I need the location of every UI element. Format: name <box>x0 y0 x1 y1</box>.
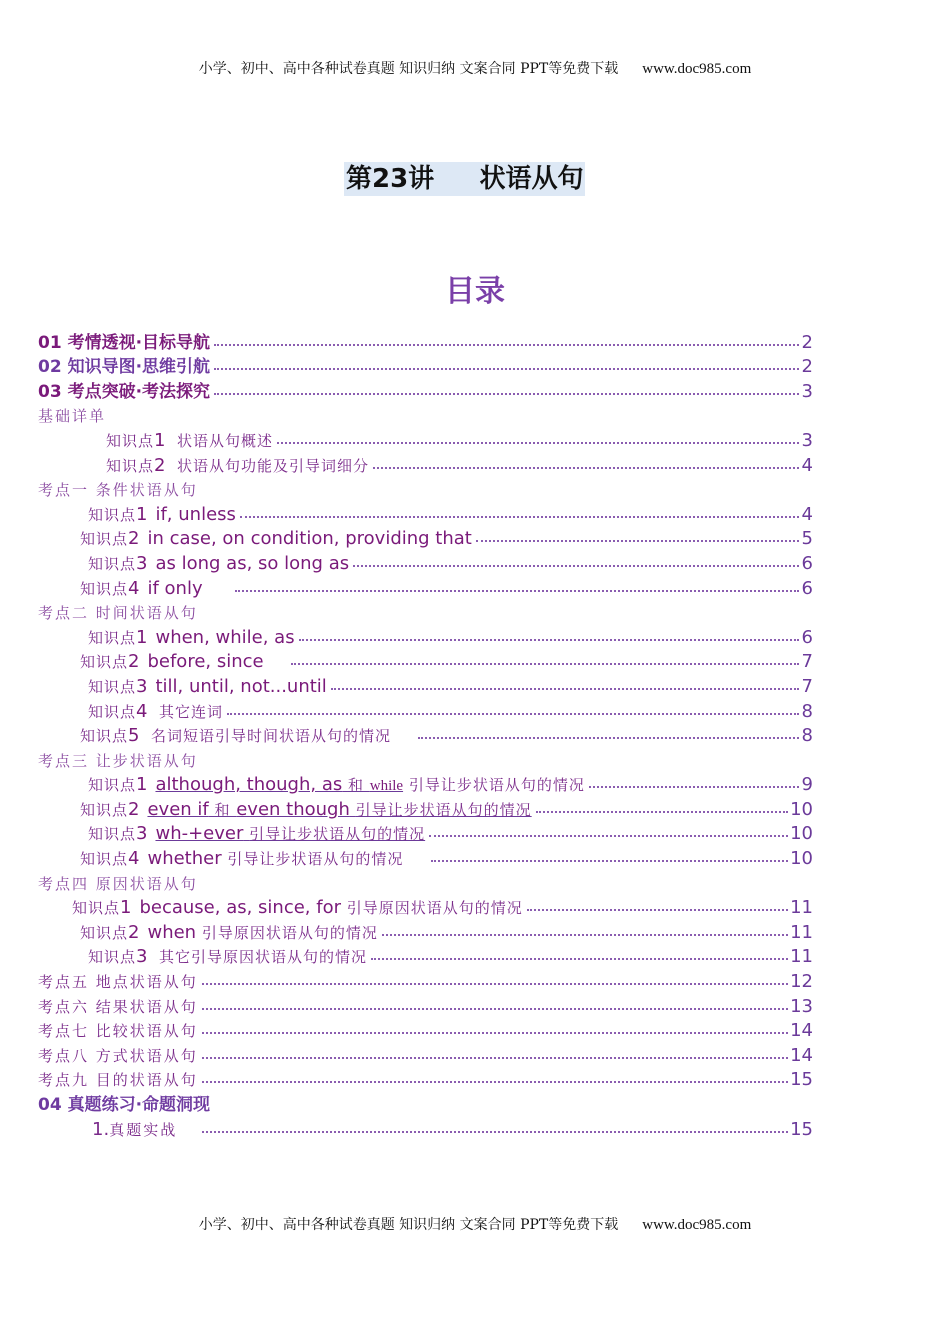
dot-leader <box>202 1057 788 1059</box>
item-prefix: 知识点 <box>106 431 155 450</box>
toc-topic-1-item-1[interactable] <box>38 500 813 525</box>
toc-page-number: 14 <box>790 1044 813 1066</box>
dot-leader <box>202 1008 788 1010</box>
toc-section-label: 04 真题练习·命题洞现 <box>38 1095 211 1115</box>
toc-topic-4-item-2[interactable] <box>38 918 813 943</box>
item-text: even if <box>147 798 209 820</box>
toc-page-number: 4 <box>801 503 813 525</box>
toc-page-number: 2 <box>801 356 813 378</box>
dot-leader <box>202 1081 788 1083</box>
dot-leader <box>382 934 788 936</box>
toc-topic-3-item-1[interactable] <box>38 771 813 796</box>
item-prefix: 知识点 <box>88 948 137 967</box>
item-prefix: 知识点 <box>72 899 121 918</box>
dot-leader <box>214 344 799 346</box>
item-text: wh-+ever <box>155 823 244 845</box>
dot-leader <box>227 713 799 715</box>
toc-page-number: 11 <box>790 946 813 968</box>
item-prefix: 知识点 <box>88 776 137 795</box>
item-text-zh: 引导原因状语从句的情况 <box>201 923 378 942</box>
banner-text: 小学、初中、高中各种试卷真题 知识归纳 文案合同 PPT等免费下载 <box>198 1217 619 1233</box>
item-text: if only <box>147 577 203 599</box>
toc-page-number: 12 <box>790 971 813 993</box>
item-text: when <box>147 921 197 943</box>
dot-leader <box>431 860 789 862</box>
dot-leader <box>235 590 799 592</box>
toc-topic-1-heading[interactable] <box>38 476 813 501</box>
toc-topic-2-heading[interactable] <box>38 599 813 624</box>
item-number: 5 <box>128 725 140 747</box>
toc-page-number: 6 <box>801 552 813 574</box>
item-text-zh: 引导让步状语从句的情况 <box>227 850 404 869</box>
item-text-zh: 引导让步状语从句的情况 <box>249 825 426 844</box>
item-number: 2 <box>128 528 140 550</box>
item-text-zh: 引导原因状语从句的情况 <box>346 899 523 918</box>
toc-heading: 目录 <box>445 274 505 309</box>
toc-page-number: 7 <box>801 651 813 673</box>
item-prefix: 知识点 <box>80 923 129 942</box>
header-banner <box>0 58 950 78</box>
item-number: 2 <box>128 921 140 943</box>
dot-leader <box>202 983 788 985</box>
item-prefix: 知识点 <box>88 677 137 696</box>
item-prefix: 知识点 <box>88 702 137 721</box>
item-number: 2 <box>128 798 140 820</box>
item-text: 状语从句概述 <box>177 431 274 450</box>
dot-leader <box>373 467 799 469</box>
toc-topic-4-item-3[interactable] <box>38 943 813 968</box>
toc-topic-3-item-4[interactable] <box>38 844 813 869</box>
item-text: 状语从句功能及引导词细分 <box>177 456 370 475</box>
dot-leader <box>418 737 799 739</box>
dot-leader <box>331 688 799 690</box>
dot-leader <box>291 663 799 665</box>
item-text: because, as, since, for <box>139 897 342 919</box>
item-number: 4 <box>128 577 140 599</box>
toc-practice-item-1[interactable] <box>38 1115 813 1140</box>
toc-page-number: 7 <box>801 675 813 697</box>
toc-basics-item-1[interactable] <box>38 426 813 451</box>
item-number: 4 <box>136 700 148 722</box>
toc-topic-3-item-2[interactable] <box>38 795 813 820</box>
dot-leader <box>429 835 788 837</box>
toc-topic-2-item-1[interactable] <box>38 623 813 648</box>
item-prefix: 知识点 <box>80 850 129 869</box>
table-of-contents <box>38 328 813 1140</box>
item-text: although, though, as <box>155 774 343 796</box>
toc-group-label: 考点七 比较状语从句 <box>38 1022 198 1041</box>
toc-topic-8[interactable] <box>38 1041 813 1066</box>
dot-leader <box>536 811 788 813</box>
item-prefix: 知识点 <box>88 505 137 524</box>
toc-section-label: 02 知识导图·思维引航 <box>38 357 211 378</box>
item-prefix: 知识点 <box>80 653 129 672</box>
item-number: 4 <box>128 848 140 870</box>
item-prefix: 知识点 <box>88 628 137 647</box>
item-prefix: 知识点 <box>88 554 137 573</box>
toc-page-number: 3 <box>801 429 813 451</box>
document-title: 第23讲 状语从句 <box>346 164 584 194</box>
dot-leader <box>240 516 799 518</box>
toc-page-number: 2 <box>801 331 813 353</box>
dot-leader <box>202 1032 788 1034</box>
item-text: 真题实战 <box>109 1120 178 1139</box>
item-number: 3 <box>136 823 148 845</box>
item-number: 1 <box>120 897 132 919</box>
toc-topic-1-item-3[interactable] <box>38 549 813 574</box>
item-number: 3 <box>136 946 148 968</box>
toc-topic-4-heading[interactable] <box>38 869 813 894</box>
dot-leader <box>277 442 799 444</box>
toc-group-label: 考点四 原因状语从句 <box>38 874 198 893</box>
item-number: 1 <box>136 503 148 525</box>
item-text-2: while <box>369 778 404 795</box>
item-text: before, since <box>147 651 264 673</box>
item-text: when, while, as <box>155 626 295 648</box>
dot-leader <box>214 393 799 395</box>
item-text-and: 和 <box>214 800 231 819</box>
toc-section-03[interactable] <box>38 377 813 402</box>
toc-section-02[interactable] <box>38 353 813 378</box>
item-number: 2 <box>154 454 166 476</box>
item-prefix: 知识点 <box>80 579 129 598</box>
toc-page-number: 5 <box>801 528 813 550</box>
toc-group-label: 考点九 目的状语从句 <box>38 1071 198 1090</box>
item-text-zh: 其它引导原因状语从句的情况 <box>159 948 368 967</box>
toc-topic-6[interactable] <box>38 992 813 1017</box>
dot-leader <box>214 368 799 370</box>
item-text: 名词短语引导时间状语从句的情况 <box>151 727 392 746</box>
toc-group-label: 考点五 地点状语从句 <box>38 973 198 992</box>
item-text: as long as, so long as <box>155 552 350 574</box>
toc-topic-1-item-4[interactable] <box>38 574 813 599</box>
toc-page-number: 6 <box>801 577 813 599</box>
toc-page-number: 8 <box>801 700 813 722</box>
dot-leader <box>371 958 788 960</box>
toc-topic-5[interactable] <box>38 967 813 992</box>
item-number: 3 <box>136 675 148 697</box>
item-number: 3 <box>136 552 148 574</box>
item-text: whether <box>147 848 222 870</box>
item-prefix: 知识点 <box>88 825 137 844</box>
toc-topic-2-item-4[interactable] <box>38 697 813 722</box>
toc-section-label: 01 考情透视·目标导航 <box>38 332 211 353</box>
item-text-2: even though <box>236 798 350 820</box>
item-prefix: 知识点 <box>80 530 129 549</box>
toc-page-number: 10 <box>790 848 813 870</box>
item-number: 1 <box>154 429 166 451</box>
toc-basics-heading[interactable] <box>38 402 813 427</box>
toc-topic-3-item-3[interactable] <box>38 820 813 845</box>
item-text-zh: 引导让步状语从句的情况 <box>355 800 532 819</box>
item-text-zh: 引导让步状语从句的情况 <box>408 776 585 795</box>
banner-text: 小学、初中、高中各种试卷真题 知识归纳 文案合同 PPT等免费下载 <box>198 61 619 77</box>
toc-group-label: 基础详单 <box>38 407 107 426</box>
dot-leader <box>353 565 799 567</box>
toc-group-label: 考点二 时间状语从句 <box>38 604 198 623</box>
toc-group-label: 考点三 让步状语从句 <box>38 751 198 770</box>
toc-topic-4-item-1[interactable] <box>38 894 813 919</box>
toc-page-number: 11 <box>790 921 813 943</box>
toc-topic-9[interactable] <box>38 1066 813 1091</box>
toc-section-04[interactable] <box>38 1090 813 1115</box>
toc-page-number: 11 <box>790 897 813 919</box>
dot-leader <box>299 639 799 641</box>
toc-section-01[interactable] <box>38 328 813 353</box>
toc-page-number: 14 <box>790 1020 813 1042</box>
item-text-and: 和 <box>347 776 364 795</box>
toc-topic-3-heading[interactable] <box>38 746 813 771</box>
item-prefix: 知识点 <box>80 727 129 746</box>
toc-topic-1-item-2[interactable] <box>38 525 813 550</box>
toc-page-number: 10 <box>790 823 813 845</box>
banner-url[interactable]: www.doc985.com <box>642 1217 752 1233</box>
banner-url[interactable]: www.doc985.com <box>642 61 752 77</box>
toc-page-number: 3 <box>801 380 813 402</box>
item-text: in case, on condition, providing that <box>147 528 472 550</box>
toc-group-label: 考点八 方式状语从句 <box>38 1046 198 1065</box>
toc-page-number: 6 <box>801 626 813 648</box>
dot-leader <box>527 909 788 911</box>
item-number: 2 <box>128 651 140 673</box>
dot-leader <box>589 786 799 788</box>
toc-topic-2-item-3[interactable] <box>38 672 813 697</box>
toc-page-number: 8 <box>801 725 813 747</box>
toc-page-number: 13 <box>790 995 813 1017</box>
dot-leader <box>202 1131 789 1133</box>
toc-topic-2-item-5[interactable] <box>38 722 813 747</box>
toc-topic-7[interactable] <box>38 1017 813 1042</box>
toc-page-number: 9 <box>801 774 813 796</box>
item-text: if, unless <box>155 503 236 525</box>
toc-section-label: 03 考点突破·考法探究 <box>38 381 211 402</box>
item-text: till, until, not...until <box>155 675 327 697</box>
toc-page-number: 15 <box>790 1069 813 1091</box>
item-number: 1. <box>92 1118 110 1140</box>
toc-topic-2-item-2[interactable] <box>38 648 813 673</box>
footer-banner <box>0 1214 950 1234</box>
toc-page-number: 15 <box>790 1118 813 1140</box>
item-prefix: 知识点 <box>80 800 129 819</box>
toc-basics-item-2[interactable] <box>38 451 813 476</box>
dot-leader <box>476 540 799 542</box>
item-number: 1 <box>136 774 148 796</box>
item-number: 1 <box>136 626 148 648</box>
item-text: 其它连词 <box>159 702 224 721</box>
toc-page-number: 10 <box>790 798 813 820</box>
toc-page-number: 4 <box>801 454 813 476</box>
toc-group-label: 考点一 条件状语从句 <box>38 481 198 500</box>
toc-group-label: 考点六 结果状语从句 <box>38 997 198 1016</box>
item-prefix: 知识点 <box>106 456 155 475</box>
